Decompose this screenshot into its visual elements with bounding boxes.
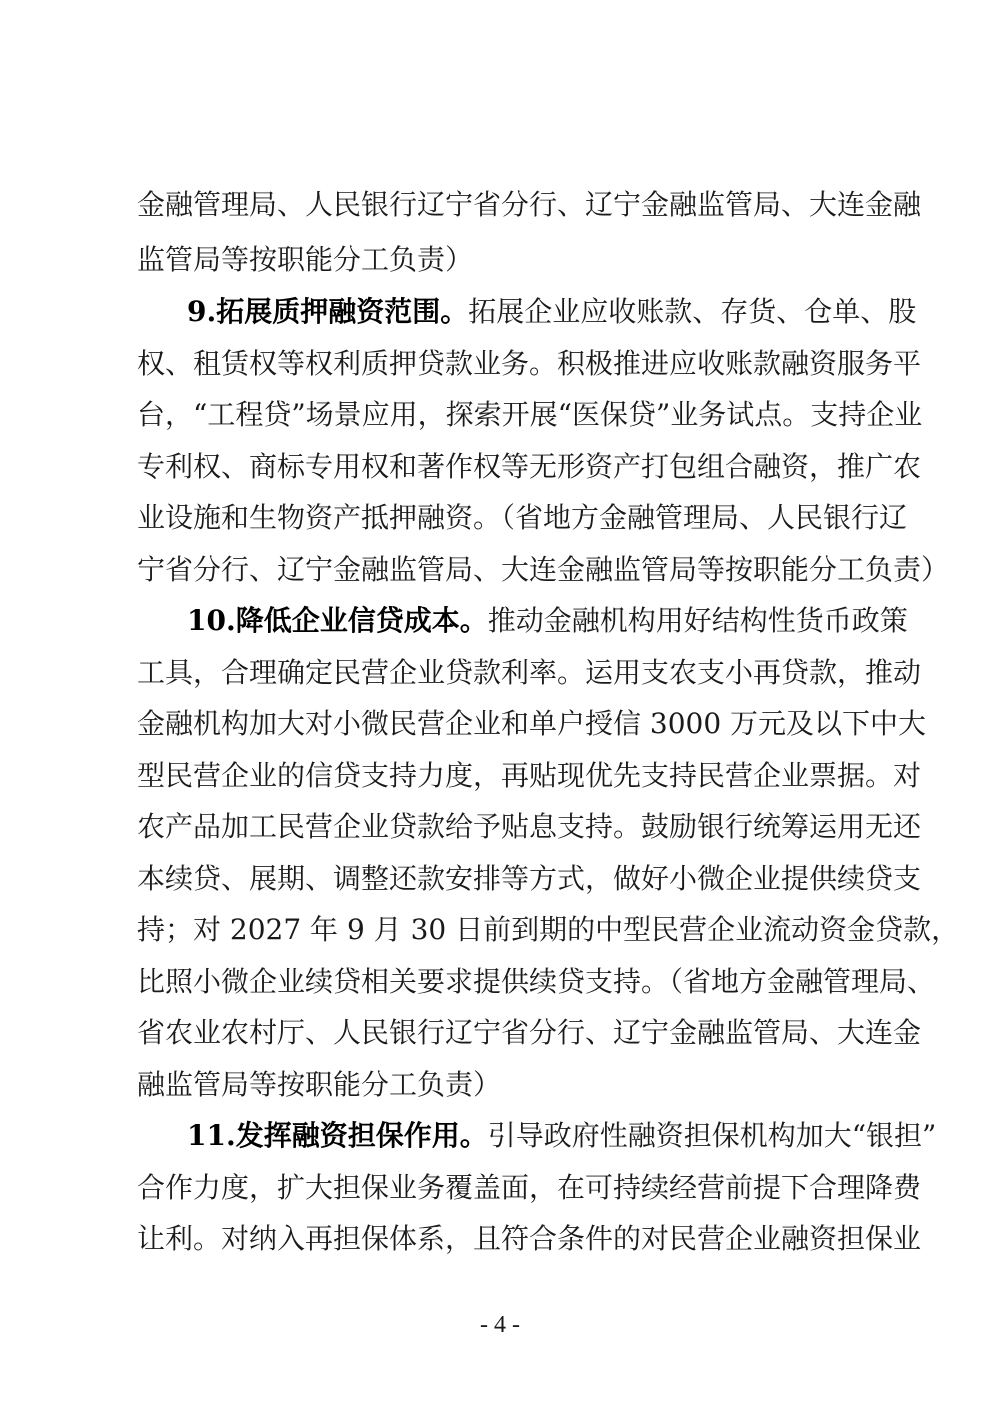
page-number: - 4 - bbox=[480, 1312, 520, 1338]
section-10-text: 推动金融机构用好结构性货币政策 bbox=[487, 604, 908, 637]
section-11-heading: 11.发挥融资担保作用。 bbox=[187, 1119, 488, 1152]
text-line: 农产品加工民营企业贷款给予贴息支持。鼓励银行统筹运用无还 bbox=[137, 810, 922, 843]
text-line: 型民营企业的信贷支持力度，再贴现优先支持民营企业票据。对 bbox=[137, 759, 922, 792]
text-line: 工具，合理确定民营企业贷款利率。运用支农支小再贷款，推动 bbox=[137, 656, 922, 689]
text-line: 合作力度，扩大担保业务覆盖面，在可持续经营前提下合理降费 bbox=[137, 1171, 922, 1204]
text-line: 专利权、商标专用权和著作权等无形资产打包组合融资，推广农 bbox=[137, 450, 922, 483]
text-line: 权、租赁权等权利质押贷款业务。积极推进应收账款融资服务平 bbox=[137, 347, 922, 380]
section-9-first-line bbox=[187, 292, 917, 332]
text-line: 省农业农村厅、人民银行辽宁省分行、辽宁金融监管局、大连金 bbox=[137, 1016, 922, 1049]
text-line: 宁省分行、辽宁金融监管局、大连金融监管局等按职能分工负责） bbox=[137, 553, 950, 586]
text-line: 让利。对纳入再担保体系，且符合条件的对民营企业融资担保业 bbox=[137, 1222, 922, 1255]
text-line: 持；对 2027 年 9 月 30 日前到期的中型民营企业流动资金贷款， bbox=[137, 913, 960, 946]
text-line: 比照小微企业续贷相关要求提供续贷支持。（省地方金融管理局、 bbox=[137, 965, 936, 998]
section-9-text: 拓展企业应收账款、存货、仓单、股 bbox=[468, 295, 917, 328]
section-10-heading: 10.降低企业信贷成本。 bbox=[187, 604, 488, 637]
text-line: 金融机构加大对小微民营企业和单户授信 3000 万元及以下中大 bbox=[137, 707, 927, 740]
text-line: 本续贷、展期、调整还款安排等方式，做好小微企业提供续贷支 bbox=[137, 862, 922, 895]
text-line: 金融管理局、人民银行辽宁省分行、辽宁金融监管局、大连金融 bbox=[137, 188, 922, 221]
text-line: 台，“工程贷”场景应用，探索开展“医保贷”业务试点。支持企业 bbox=[137, 398, 923, 431]
text-line: 融监管局等按职能分工负责） bbox=[137, 1068, 502, 1101]
section-9-heading: 9.拓展质押融资范围。 bbox=[187, 295, 469, 328]
text-line: 监管局等按职能分工负责） bbox=[137, 243, 474, 276]
section-11-text: 引导政府性融资担保机构加大“银担” bbox=[487, 1119, 937, 1152]
section-11-first-line bbox=[187, 1116, 937, 1156]
text-line: 业设施和生物资产抵押融资。（省地方金融管理局、人民银行辽 bbox=[137, 501, 908, 534]
section-10-first-line bbox=[187, 601, 908, 641]
